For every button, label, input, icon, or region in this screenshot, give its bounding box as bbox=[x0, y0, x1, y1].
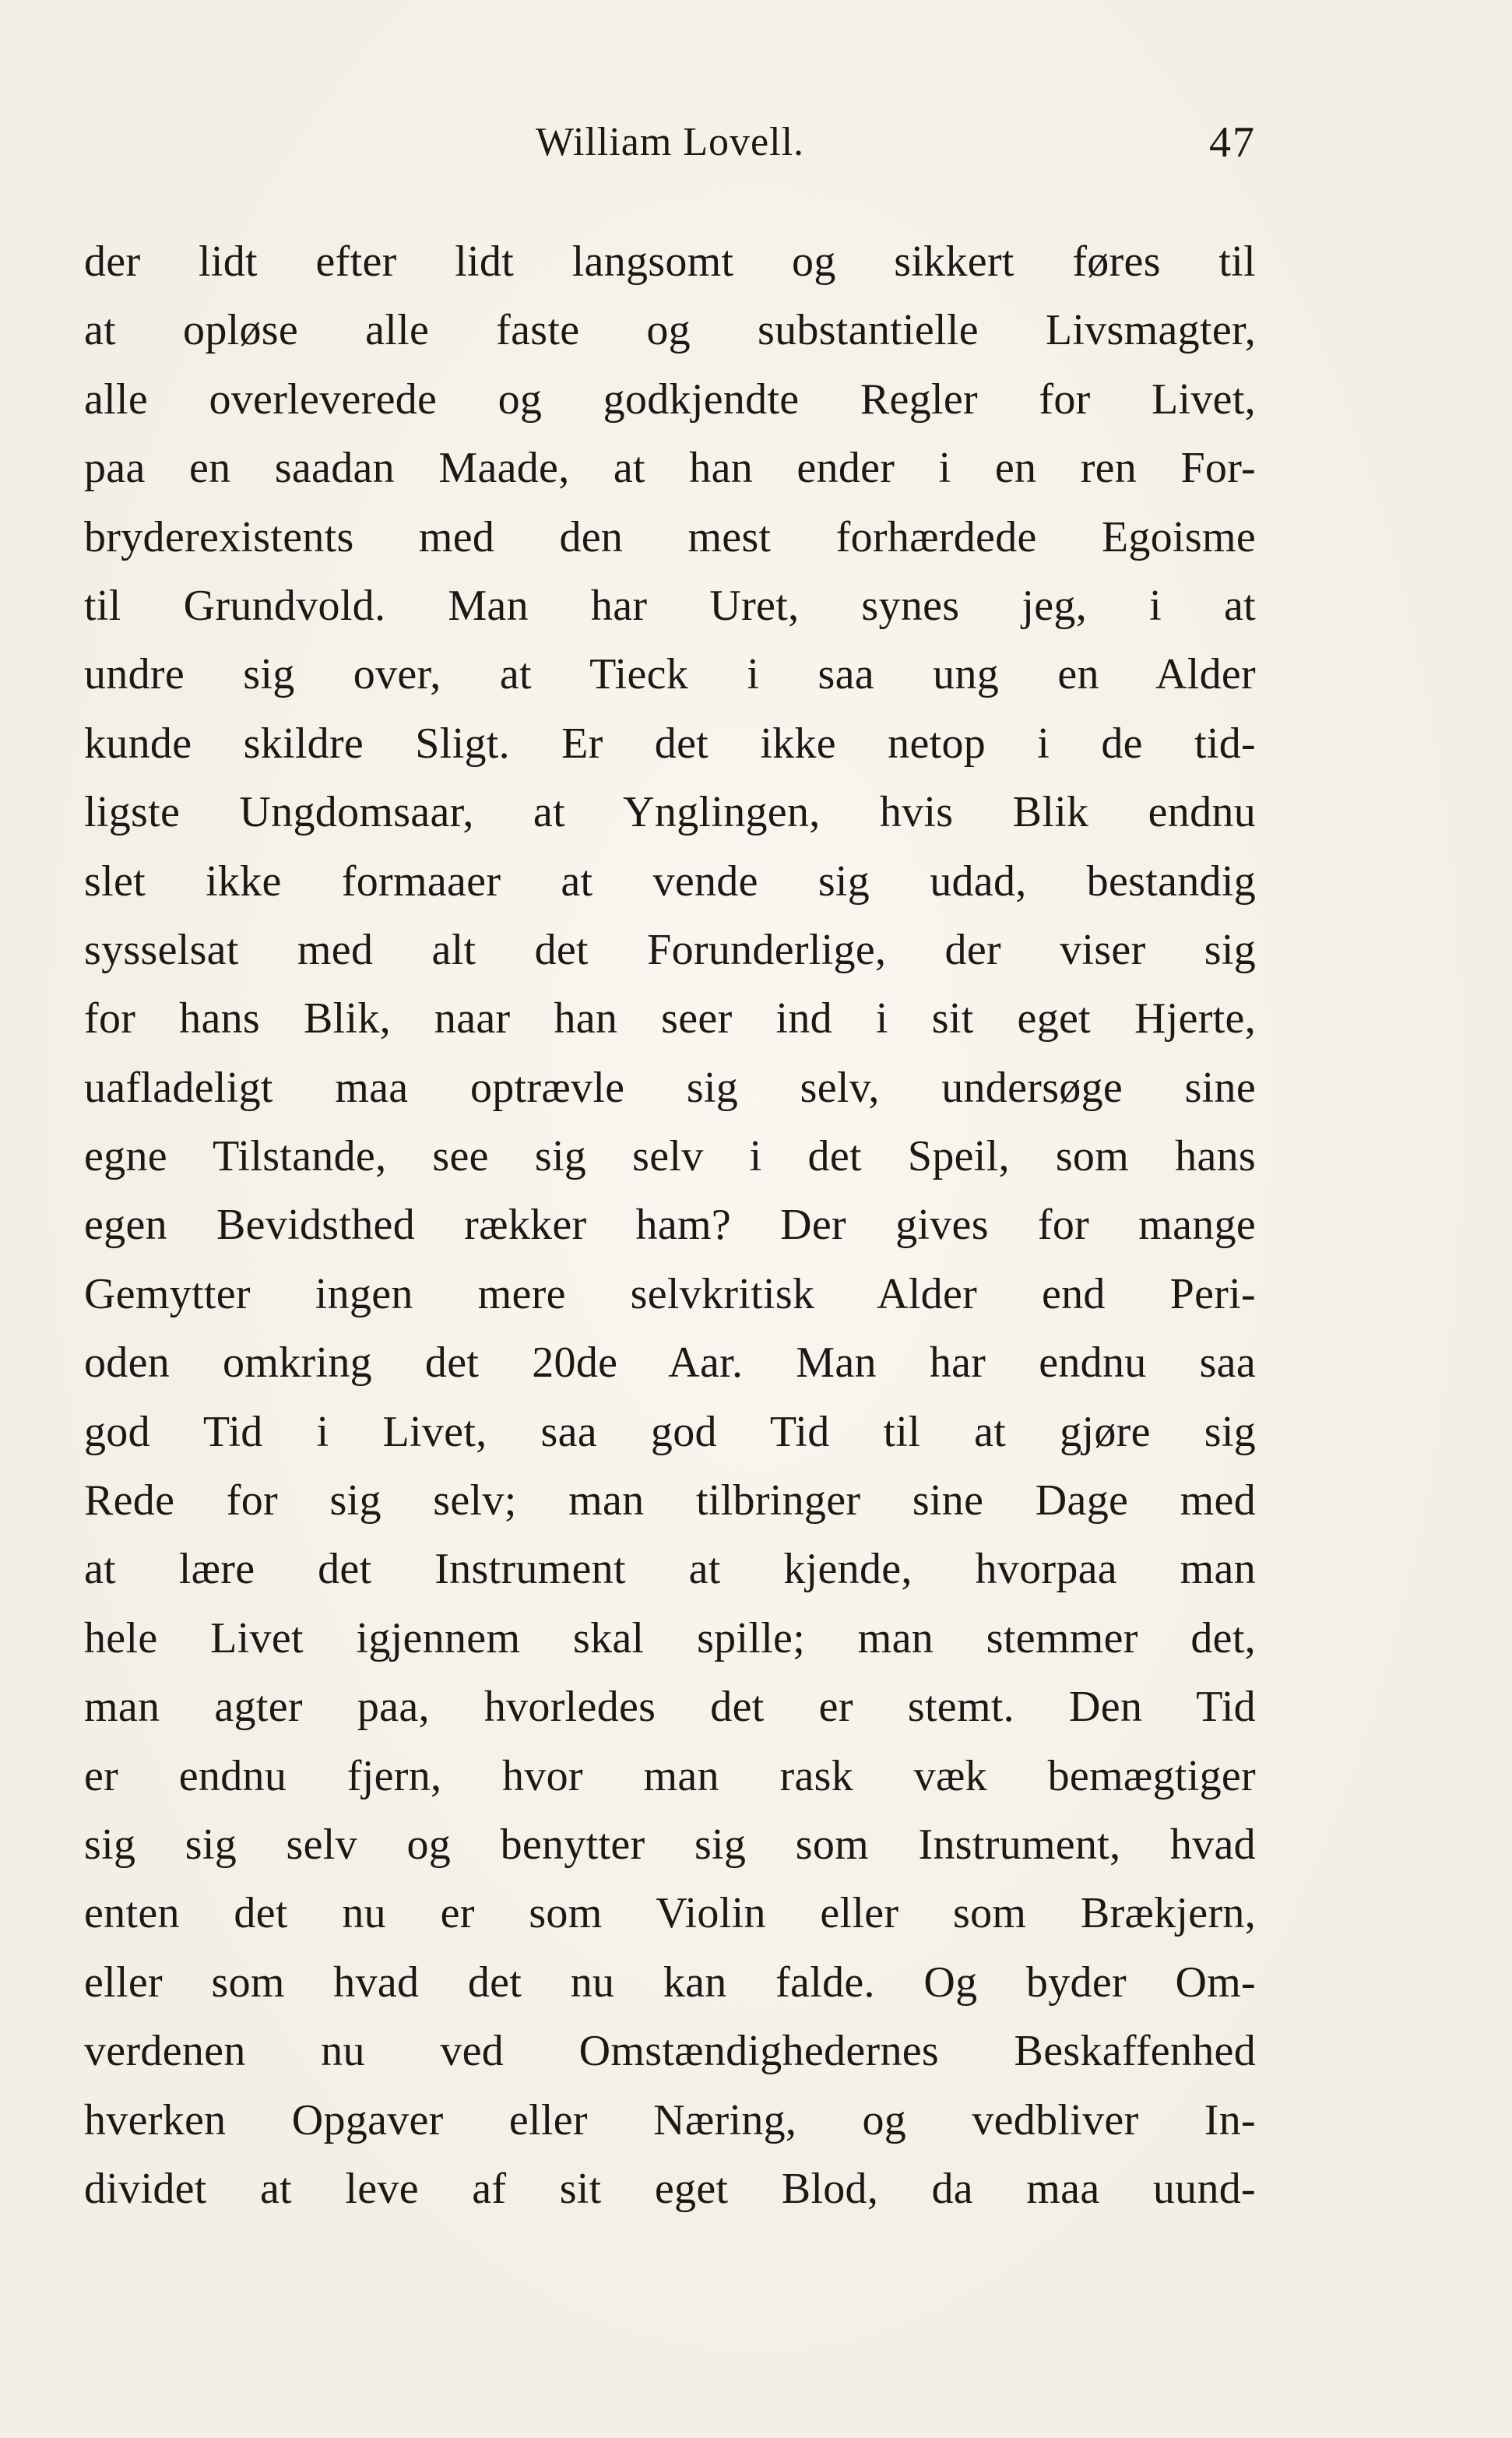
page-header bbox=[84, 115, 1256, 170]
text-line: at lære det Instrument at kjende, hvorpaa man bbox=[84, 1545, 1256, 1594]
text-line: eller som hvad det nu kan falde. Og byder Om- bbox=[84, 1958, 1256, 2007]
text-line: paa en saadan Maade, at han ender i en ren For- bbox=[84, 444, 1256, 493]
text-line: for hans Blik, naar han seer ind i sit eget Hjerte, bbox=[84, 994, 1256, 1043]
text-line: at opløse alle faste og substantielle Livsmagter, bbox=[84, 306, 1256, 355]
text-line: dividet at leve af sit eget Blod, da maa uund- bbox=[84, 2164, 1256, 2213]
text-line: bryderexistents med den mest forhærdede Egoisme bbox=[84, 512, 1256, 561]
text-line: kunde skildre Sligt. Er det ikke netop i de tid- bbox=[84, 719, 1256, 768]
text-line: egne Tilstande, see sig selv i det Speil, som hans bbox=[84, 1132, 1256, 1181]
page-number: 47 bbox=[1209, 118, 1256, 167]
text-line: Rede for sig selv; man tilbringer sine Dage med bbox=[84, 1476, 1256, 1525]
text-line: til Grundvold. Man har Uret, synes jeg, i at bbox=[84, 581, 1256, 630]
text-line: ligste Ungdomsaar, at Ynglingen, hvis Blik endnu bbox=[84, 788, 1256, 837]
running-title: William Lovell. bbox=[535, 120, 805, 164]
text-line: uafladeligt maa optrævle sig selv, undersøge sine bbox=[84, 1063, 1256, 1112]
text-line: hverken Opgaver eller Næring, og vedbliver In- bbox=[84, 2095, 1256, 2144]
text-line: Gemytter ingen mere selvkritisk Alder end Peri- bbox=[84, 1269, 1256, 1318]
body-text bbox=[84, 227, 1256, 2223]
text-line: enten det nu er som Violin eller som Brækjern, bbox=[84, 1889, 1256, 1938]
text-line: sysselsat med alt det Forunderlige, der viser sig bbox=[84, 925, 1256, 974]
text-line: slet ikke formaaer at vende sig udad, bestandig bbox=[84, 857, 1256, 906]
text-line: oden omkring det 20de Aar. Man har endnu saa bbox=[84, 1339, 1256, 1388]
text-line: er endnu fjern, hvor man rask væk bemægtiger bbox=[84, 1751, 1256, 1800]
text-line: sig sig selv og benytter sig som Instrument, hvad bbox=[84, 1820, 1256, 1869]
text-line: man agter paa, hvorledes det er stemt. Den Tid bbox=[84, 1683, 1256, 1732]
text-line: der lidt efter lidt langsomt og sikkert føres til bbox=[84, 237, 1256, 286]
text-line: god Tid i Livet, saa god Tid til at gjøre sig bbox=[84, 1407, 1256, 1456]
text-line: hele Livet igjennem skal spille; man stemmer det, bbox=[84, 1613, 1256, 1662]
text-line: verdenen nu ved Omstændighedernes Beskaffenhed bbox=[84, 2027, 1256, 2076]
text-line: alle overleverede og godkjendte Regler for Livet, bbox=[84, 375, 1256, 424]
text-line: undre sig over, at Tieck i saa ung en Alder bbox=[84, 650, 1256, 699]
text-line: egen Bevidsthed rækker ham? Der gives for mange bbox=[84, 1201, 1256, 1250]
